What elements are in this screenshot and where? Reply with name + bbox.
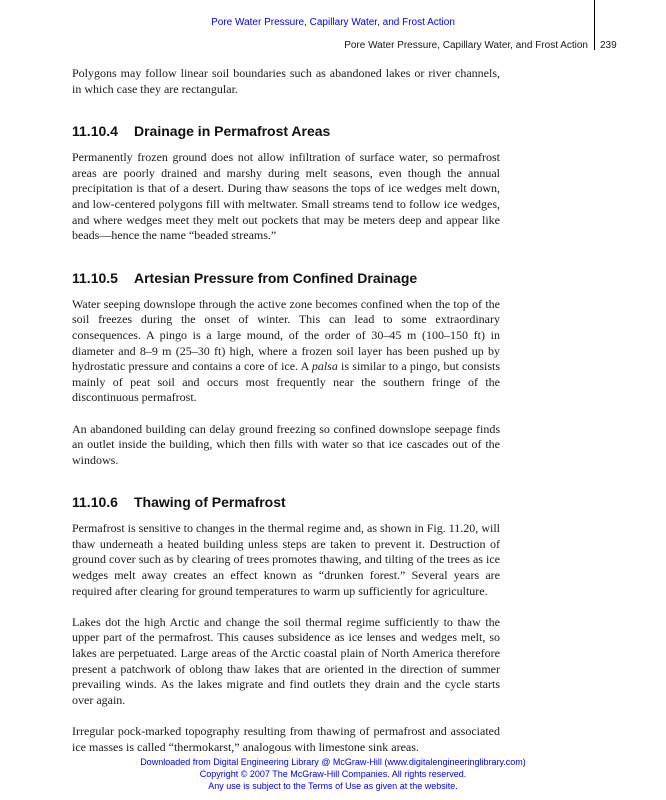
footer-download-link[interactable]: Downloaded from Digital Engineering Library @ McGraw-Hill (www.digitalengineeringlibrary.com) [140,757,526,767]
section-title: Artesian Pressure from Confined Drainage [134,269,418,286]
section-number: 11.10.4 [72,123,118,140]
artesian-text-b: is similar to a pingo, but consists mainly of peat soil and occurs most frequently near the southern fringe of the discontinuous permafrost. [72,359,500,405]
footer-copyright: Copyright © 2007 The McGraw-Hill Companies. All rights reserved. [199,769,467,779]
page-number: 239 [600,40,617,51]
thawing-paragraph-3: Irregular pock-marked topography resulting from thawing of permafrost and associated ice masses is called “thermokarst,” analogous with limestone sink areas. [72,724,500,754]
thawing-paragraph-1: Permafrost is sensitive to changes in the thermal regime and, as shown in Fig. 11.20, will thaw underneath a heated building unless steps are taken to prevent it. Destruction of ground cover such as by clearing of trees promotes thawing, and tilting of the trees as ice wedges melt away creates an effect known as “drunken forest.” Several years are required after clearing for ground temperatures to warm up sufficiently for agriculture. [72,521,500,598]
section-title: Drainage in Permafrost Areas [134,123,331,140]
footer [0,756,666,792]
section-title: Thawing of Permafrost [134,494,286,511]
running-head: Pore Water Pressure, Capillary Water, and Frost Action [344,40,588,51]
section-number: 11.10.6 [72,494,118,511]
section-heading-thawing [72,493,500,511]
intro-paragraph: Polygons may follow linear soil boundaries such as abandoned lakes or river channels, in which case they are rectangular. [72,66,500,96]
section-heading-drainage [72,122,500,140]
artesian-paragraph-2: An abandoned building can delay ground freezing so confined downslope seepage finds an outlet inside the building, which then fills with water so that ice cascades out of the windows. [72,421,500,467]
top-chapter-link[interactable]: Pore Water Pressure, Capillary Water, and Frost Action [211,17,455,28]
section-heading-artesian [72,269,500,287]
footer-terms-link[interactable]: Any use is subject to the Terms of Use as given at the website. [208,781,458,791]
artesian-text-a: Water seeping downslope through the active zone becomes confined when the top of the soil freezes during the onset of winter. This can lead to some extraordinary consequences. A pingo is a large mound, of the order of 30–45 m (100–150 ft) in diameter and 8–9 m (25–30 ft) high, where a frozen soil layer has been pushed up by hydrostatic pressure and contains a core of ice. A [72,296,500,374]
header-divider [594,0,595,50]
thawing-paragraph-2: Lakes dot the high Arctic and change the soil thermal regime sufficiently to thaw the upper part of the permafrost. This causes subsidence as ice lenses and wedges melt, so lakes are perpetuated. Large areas of the Arctic coastal plain of North America therefore present a patchwork of oblong thaw lakes that are oriented in the direction of summer prevailing winds. As the lakes migrate and find outlets they drain and the cycle starts over again. [72,614,500,707]
drainage-paragraph: Permanently frozen ground does not allow infiltration of surface water, so permafrost areas are poorly drained and marshy during melt seasons, even though the annual precipitation is that of a desert. During thaw seasons the tops of ice wedges melt down, and low-centered polygons fill with meltwater. Small streams tend to follow ice wedges, and where wedges meet they melt out pockets that may be meters deep and appear like beads—hence the name “beaded streams.” [72,150,500,243]
palsa-term: palsa [311,359,338,374]
artesian-paragraph-1 [72,297,500,406]
page-body [72,66,500,755]
section-number: 11.10.5 [72,269,118,286]
